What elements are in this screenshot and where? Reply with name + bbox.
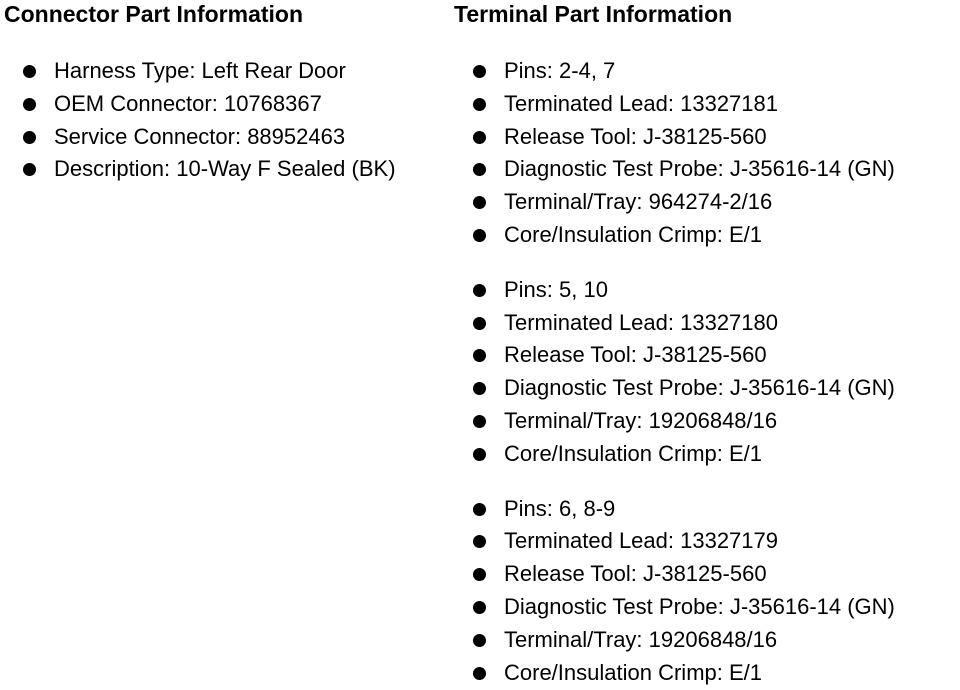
list-item [454,558,960,591]
list-item [454,219,960,252]
list-item [454,372,960,405]
list-item [454,493,960,526]
list-item [4,153,444,186]
terminal-part-heading: Terminal Part Information [454,1,733,27]
list-item-text: Terminal/Tray: 964274-2/16 [504,189,773,215]
list-item-text: Diagnostic Test Probe: J-35616-14 (GN) [504,593,895,619]
connector-part-heading: Connector Part Information [4,1,304,27]
list-item-text: Pins: 6, 8-9 [504,495,616,521]
list-item-text: Terminated Lead: 13327180 [504,309,778,335]
list-item [454,88,960,121]
bullet-icon [23,65,36,78]
list-item-text: Pins: 5, 10 [504,276,608,302]
bullet-icon [23,131,36,144]
terminal-part-list [454,493,960,690]
list-item-text: Terminated Lead: 13327179 [504,528,778,554]
bullet-icon [473,667,486,680]
list-item [454,55,960,88]
bullet-icon [473,634,486,647]
bullet-icon [23,98,36,111]
list-item-text: Release Tool: J-38125-560 [504,123,767,149]
bullet-icon [473,448,486,461]
terminal-group [454,274,960,471]
list-item [454,274,960,307]
bullet-icon [473,503,486,516]
terminal-part-list [454,274,960,471]
list-item [454,307,960,340]
bullet-icon [473,568,486,581]
list-item-text: Diagnostic Test Probe: J-35616-14 (GN) [504,156,895,182]
bullet-icon [473,601,486,614]
list-item-text: Release Tool: J-38125-560 [504,342,767,368]
bullet-icon [473,535,486,548]
terminal-part-section [454,0,960,689]
bullet-icon [473,382,486,395]
list-item-text: Diagnostic Test Probe: J-35616-14 (GN) [504,375,895,401]
bullet-icon [473,349,486,362]
list-item [454,153,960,186]
list-item [454,186,960,219]
bullet-icon [473,229,486,242]
list-item-text: Pins: 2-4, 7 [504,58,616,83]
list-item-text: Service Connector: 88952463 [54,123,346,149]
list-item [454,438,960,471]
bullet-icon [473,98,486,111]
bullet-icon [473,163,486,176]
bullet-icon [473,65,486,78]
bullet-icon [473,317,486,330]
list-item-text: Core/Insulation Crimp: E/1 [504,659,762,685]
list-item-text: Release Tool: J-38125-560 [504,561,767,587]
list-item-text: Description: 10-Way F Sealed (BK) [54,156,396,182]
list-item [454,405,960,438]
bullet-icon [473,131,486,144]
list-item [454,121,960,154]
list-item-text: Terminal/Tray: 19206848/16 [504,407,778,433]
list-item [4,55,444,88]
list-item-text: Core/Insulation Crimp: E/1 [504,440,762,466]
bullet-icon [23,163,36,176]
bullet-icon [473,415,486,428]
list-item [454,339,960,372]
list-item [454,624,960,657]
bullet-icon [473,196,486,209]
terminal-group [454,493,960,690]
terminal-group [454,55,960,252]
list-item [454,657,960,690]
terminal-part-list [454,55,960,252]
list-item [454,591,960,624]
list-item [4,121,444,154]
list-item [4,88,444,121]
list-item-text: Terminated Lead: 13327181 [504,90,778,116]
list-item-text: Core/Insulation Crimp: E/1 [504,221,762,247]
list-item-text: Harness Type: Left Rear Door [54,58,346,83]
list-item [454,525,960,558]
connector-part-section [4,0,444,186]
connector-part-list [4,55,444,186]
list-item-text: OEM Connector: 10768367 [54,90,322,116]
list-item-text: Terminal/Tray: 19206848/16 [504,626,778,652]
bullet-icon [473,284,486,297]
